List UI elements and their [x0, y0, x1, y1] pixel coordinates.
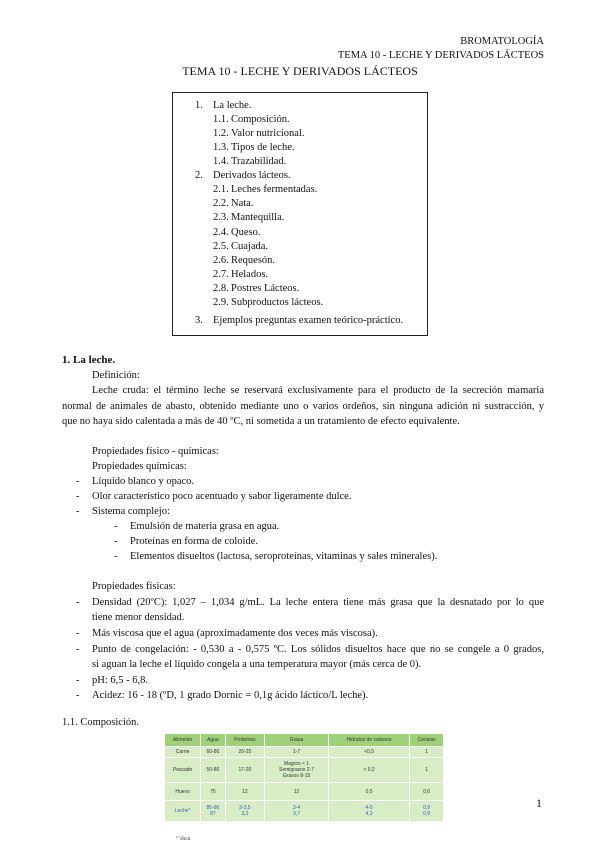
- toc-label: Cuajada.: [231, 241, 269, 252]
- toc-num: 2.4.: [213, 227, 229, 238]
- list-item: Más viscosa que el agua (aproximadamente dos veces más viscosa).: [92, 628, 378, 639]
- toc-label: Queso.: [231, 227, 261, 238]
- toc-label: Valor nutricional.: [231, 128, 305, 139]
- table-row: [165, 801, 444, 822]
- bullet: -: [76, 644, 80, 655]
- chem-label: Propiedades químicas:: [92, 461, 187, 472]
- toc-num: 1.2.: [213, 128, 229, 139]
- bullet: -: [114, 536, 118, 547]
- toc-label: Requesón.: [231, 255, 276, 266]
- list-item: Olor característico poco acentuado y sabor ligeramente dulce.: [92, 491, 352, 502]
- table-cell: 1-7: [265, 747, 329, 758]
- table-cell: Carne: [165, 747, 201, 758]
- table-cell: 85-90 87: [201, 801, 225, 822]
- table-cell: 1: [410, 758, 444, 783]
- toc-label: Tipos de leche.: [231, 142, 295, 153]
- definition-line: que no haya sido calentada a más de 40 ºC, ni sometida a un tratamiento de efecto equivalente.: [62, 416, 460, 427]
- toc-num: 1.4.: [213, 156, 229, 167]
- list-item: Sistema complejo:: [92, 506, 170, 517]
- toc-num: 2.: [195, 170, 203, 181]
- toc-label: Subproductos lácteos.: [231, 297, 324, 308]
- definition-label: Definición:: [92, 370, 140, 381]
- toc-label: Trazabilidad.: [231, 156, 287, 167]
- toc-num: 2.1.: [213, 184, 229, 195]
- toc-label: Helados.: [231, 269, 269, 280]
- phys-label: Propiedades físicas:: [92, 581, 176, 592]
- toc-label: La leche.: [213, 100, 252, 111]
- definition-line: Leche cruda: el término leche se reservará exclusivamente para el producto de la secreción mamaria: [92, 385, 544, 396]
- table-header: Alimento: [165, 734, 201, 747]
- header-subject: BROMATOLOGÍA: [460, 36, 544, 47]
- toc-num: 1.1.: [213, 114, 229, 125]
- table-cell: 0,9 0,9: [410, 801, 444, 822]
- list-item-continuation: tiene menor densidad.: [92, 612, 185, 623]
- toc-label: Postres Lácteos.: [231, 283, 300, 294]
- sub-list-item: Proteínas en forma de coloide.: [130, 536, 258, 547]
- sub-list-item: Elementos disueltos (lactosa, seroproteínas, vitaminas y sales minerales).: [130, 551, 438, 562]
- table-cell: 0,5: [328, 783, 409, 801]
- section-heading: 1. La leche.: [62, 354, 116, 366]
- toc-num: 3.: [195, 315, 203, 326]
- bullet: -: [76, 597, 80, 608]
- list-item: Punto de congelación: - 0,530 a - 0,575 ºC. Los sólidos disueltos hace que no se congele a 0 grados,: [92, 644, 544, 655]
- list-item: Líquido blanco y opaco.: [92, 476, 195, 487]
- table-cell: 12: [225, 783, 265, 801]
- toc-num: 2.5.: [213, 241, 229, 252]
- bullet: -: [76, 506, 80, 517]
- sub-list-item: Emulsión de materia grasa en agua.: [130, 521, 280, 532]
- table-cell: 17-20: [225, 758, 265, 783]
- table-header: Cenizas: [410, 734, 444, 747]
- bullet: -: [76, 675, 80, 686]
- table-header: Hidratos de carbono: [328, 734, 409, 747]
- toc-num: 2.3.: [213, 212, 229, 223]
- bullet: -: [76, 628, 80, 639]
- toc-num: 2.6.: [213, 255, 229, 266]
- table-cell: Huevo: [165, 783, 201, 801]
- toc-num: 1.: [195, 100, 203, 111]
- toc-num: 1.3.: [213, 142, 229, 153]
- physchem-label: Propiedades físico - químicas:: [92, 446, 219, 457]
- bullet: -: [114, 551, 118, 562]
- table-cell: 3-3,5 3,2: [225, 801, 265, 822]
- toc-label: Leches fermentadas.: [231, 184, 318, 195]
- subsection-heading: 1.1. Composición.: [62, 717, 140, 728]
- table-cell: < 0,2: [328, 758, 409, 783]
- table-cell: 50-80: [201, 758, 225, 783]
- definition-line: normal de animales de abasto, obtenido mediante uno o varios ordeños, sin ninguna adición ni sustracción, y: [62, 401, 544, 412]
- composition-table: [164, 733, 444, 822]
- page-number: 1: [536, 796, 542, 810]
- toc-label: Mantequilla.: [231, 212, 285, 223]
- table-cell: Pescado: [165, 758, 201, 783]
- bullet: -: [76, 690, 80, 701]
- table-cell: Leche*: [165, 801, 201, 822]
- bullet: -: [76, 491, 80, 502]
- page-title: TEMA 10 - LECHE Y DERIVADOS LÁCTEOS: [182, 64, 418, 78]
- table-header: Grasa: [265, 734, 329, 747]
- toc-num: 2.9.: [213, 297, 229, 308]
- table-header: Agua: [201, 734, 225, 747]
- list-item-continuation: si aguan la leche el líquido congela a una temperatura mayor (más cerca de 0).: [92, 659, 422, 670]
- header-topic: TEMA 10 - LECHE Y DERIVADOS LÁCTEOS: [337, 50, 544, 61]
- table-cell: 20-25: [225, 747, 265, 758]
- table-cell: Magros < 1 Semigrasos 2-7 Grasos 8-15: [265, 758, 329, 783]
- table-cell: 12: [265, 783, 329, 801]
- table-cell: 60-80: [201, 747, 225, 758]
- toc-label: Nata.: [231, 198, 254, 209]
- toc-label: Ejemplos preguntas examen teórico-práctico.: [213, 315, 404, 326]
- bullet: -: [114, 521, 118, 532]
- table-of-contents: [172, 92, 428, 336]
- table-row: [165, 783, 444, 801]
- table-footnote: * Vaca: [176, 836, 191, 842]
- list-item: pH: 6,5 - 6,8.: [92, 675, 148, 686]
- table-cell: 75: [201, 783, 225, 801]
- toc-num: 2.8.: [213, 283, 229, 294]
- list-item: Acidez: 16 - 18 (ºD, 1 grado Dornic = 0,1g ácido láctico/L leche).: [92, 690, 369, 701]
- list-item: Densidad (20ºC): 1,027 – 1,034 g/mL. La leche entera tiene más grasa que la desnatado por lo que: [92, 597, 544, 608]
- bullet: -: [76, 476, 80, 487]
- table-row: [165, 758, 444, 783]
- toc-label: Derivados lácteos.: [213, 170, 291, 181]
- table-header: Proteínas: [225, 734, 265, 747]
- table-cell: 1: [410, 747, 444, 758]
- toc-num: 2.2.: [213, 198, 229, 209]
- table-cell: <0,5: [328, 747, 409, 758]
- table-cell: 4-5 4,3: [328, 801, 409, 822]
- toc-label: Composición.: [231, 114, 290, 125]
- toc-num: 2.7.: [213, 269, 229, 280]
- table-row: [165, 747, 444, 758]
- table-cell: 0,6: [410, 783, 444, 801]
- table-cell: 3-4 3,7: [265, 801, 329, 822]
